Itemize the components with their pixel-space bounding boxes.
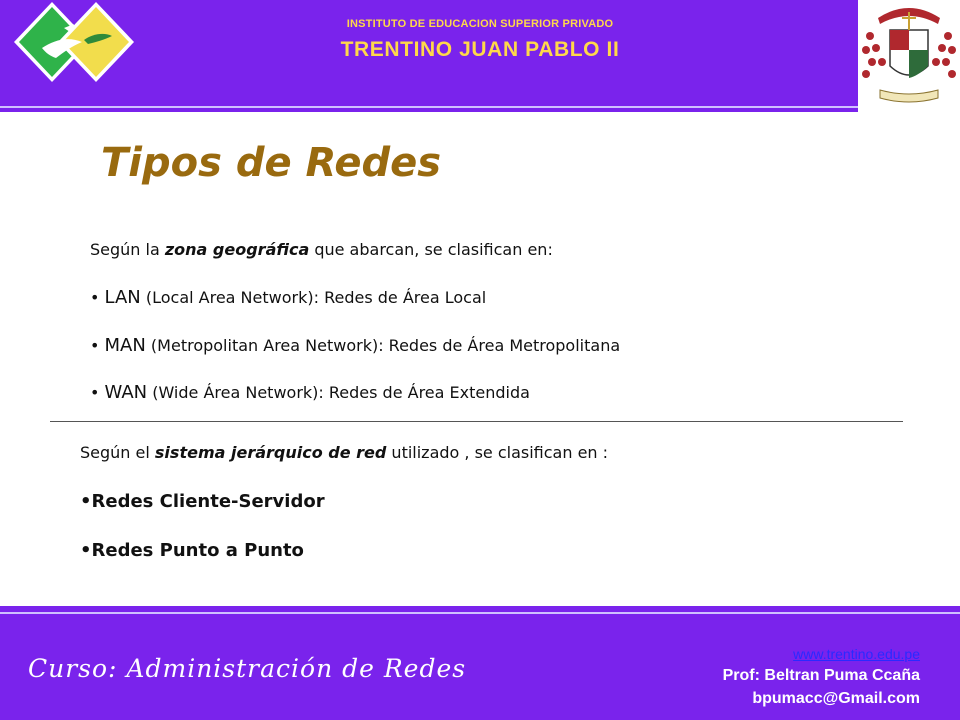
list-item-man: • MAN (Metropolitan Area Network): Redes de Área Metropolitana (90, 335, 621, 356)
footer-divider (0, 612, 960, 614)
geographic-intro: Según la zona geográfica que abarcan, se clasifican en: (90, 240, 553, 259)
hierarchical-intro: Según el sistema jerárquico de red utilizado , se clasifican en : (80, 443, 609, 462)
professor-email: bpumacc@Gmail.com (752, 690, 920, 707)
coat-of-arms-panel (858, 0, 960, 112)
list-item-wan: • WAN (Wide Área Network): Redes de Área Extendida (90, 382, 530, 403)
slide-title: Tipos de Redes (101, 140, 442, 186)
course-name: Curso: Administración de Redes (28, 654, 467, 683)
list-item-client-server: •Redes Cliente-Servidor (80, 491, 325, 512)
list-item-lan: • LAN (Local Area Network): Redes de Área Local (90, 287, 487, 308)
institution-type: INSTITUTO DE EDUCACION SUPERIOR PRIVADO (346, 18, 614, 30)
website-link[interactable]: www.trentino.edu.pe (793, 646, 920, 662)
episcopal-coat-of-arms-icon (858, 0, 960, 112)
list-item-peer-to-peer: •Redes Punto a Punto (80, 540, 304, 561)
section-divider (50, 421, 903, 422)
institution-name: TRENTINO JUAN PABLO II (340, 38, 620, 61)
header-divider (0, 106, 960, 108)
dove-diamond-logo-icon (12, 0, 136, 86)
professor-name: Prof: Beltran Puma Ccaña (722, 667, 920, 684)
